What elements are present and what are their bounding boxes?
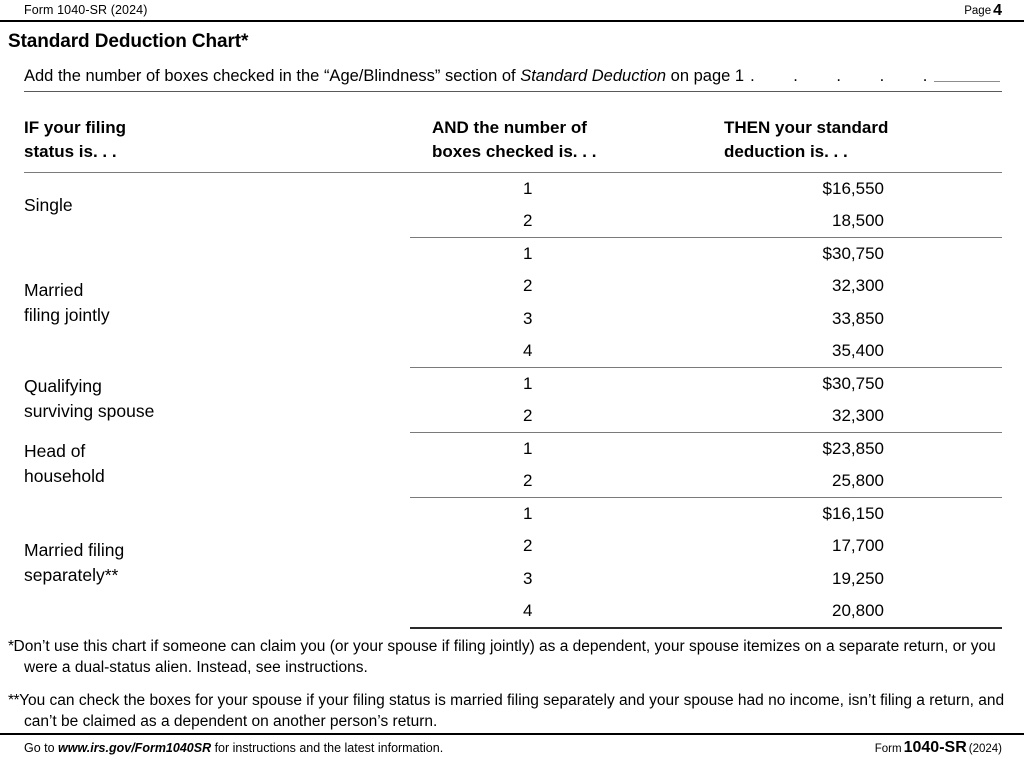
boxes-checked-value: 4 — [410, 335, 632, 368]
filing-status-label — [24, 238, 410, 368]
table-row — [24, 238, 1002, 271]
filing-status-line1: Married — [24, 279, 84, 300]
form-identifier: Form 1040-SR (2024) — [24, 3, 148, 17]
table-row — [24, 368, 1002, 401]
standard-deduction-amount: 17,700 — [832, 536, 884, 556]
filing-status-label — [24, 173, 410, 238]
standard-deduction-amount: 20,800 — [632, 595, 1002, 628]
boxes-checked-value: 2 — [410, 465, 632, 498]
instruction-text-italic: Standard Deduction — [520, 67, 667, 85]
footer-form-identifier — [875, 739, 1002, 758]
boxes-checked-value: 1 — [523, 504, 533, 523]
footnote-marker: * — [8, 638, 14, 655]
standard-deduction-amount: $30,750 — [822, 244, 884, 263]
page-footer — [0, 733, 1024, 758]
standard-deduction-amount: 19,250 — [832, 568, 884, 588]
instruction-text — [24, 66, 944, 86]
boxes-checked-value: 3 — [523, 568, 533, 588]
boxes-checked-value: 1 — [523, 374, 533, 393]
footnote-text: You can check the boxes for your spouse if your filing status is married filing separately and your spouse had no income, isn’t filing a return, and can’t be claimed as a dependent on another person’s return. — [19, 692, 1005, 730]
standard-deduction-amount: 35,400 — [632, 335, 1002, 368]
footnote — [8, 690, 1016, 732]
table-row — [24, 173, 1002, 206]
standard-deduction-amount: $16,550 — [822, 179, 884, 198]
footnote-text: Don’t use this chart if someone can claim you (or your spouse if filing jointly) as a dependent, your spouse itemizes on a separate return, or you were a dual-status alien. Instead, see instructions. — [13, 638, 996, 676]
boxes-checked-value: 1 — [523, 439, 533, 458]
instruction-text-part1: Add the number of boxes checked in the “Age/Blindness” section of — [24, 67, 521, 85]
filing-status-line1: Married filing — [24, 539, 125, 560]
column-header-filing-status-line2: status is. . . — [24, 142, 117, 161]
table-head — [24, 112, 1002, 173]
column-header-standard-deduction-line2: deduction is. . . — [724, 142, 848, 161]
standard-deduction-amount: $16,150 — [822, 504, 884, 523]
boxes-checked-value: 1 — [523, 244, 533, 263]
column-header-standard-deduction — [632, 112, 1002, 173]
column-header-boxes-checked-line1: AND the number of — [432, 118, 587, 137]
irs-website-line — [24, 739, 443, 757]
filing-status-label — [24, 433, 410, 498]
boxes-checked-value: 2 — [410, 400, 632, 433]
filing-status-line2: separately** — [24, 564, 119, 585]
page-number-label — [964, 2, 1002, 20]
footer-form-number: 1040-SR — [903, 739, 967, 756]
page-title: Standard Deduction Chart* — [8, 31, 249, 52]
column-header-boxes-checked — [410, 112, 632, 173]
instruction-text-part2: on page 1 — [666, 67, 745, 85]
boxes-checked-value: 4 — [410, 595, 632, 628]
filing-status-line1: Single — [24, 194, 73, 215]
filing-status-line2: filing jointly — [24, 304, 110, 325]
boxes-checked-value: 1 — [523, 179, 533, 198]
go-to-prefix: Go to — [24, 741, 59, 755]
footer-form-year: (2024) — [968, 743, 1002, 755]
boxes-checked-value: 2 — [523, 536, 533, 556]
column-header-boxes-checked-line2: boxes checked is. . . — [432, 142, 597, 161]
filing-status-line1: Qualifying — [24, 375, 102, 396]
table-row — [24, 433, 1002, 466]
page-number-value: 4 — [993, 2, 1002, 19]
boxes-checked-value: 3 — [523, 308, 533, 328]
column-header-filing-status-line1: IF your filing — [24, 118, 126, 137]
filing-status-label — [24, 498, 410, 628]
boxes-checked-value: 2 — [410, 205, 632, 238]
standard-deduction-amount: $23,850 — [822, 439, 884, 458]
standard-deduction-amount: 32,300 — [632, 400, 1002, 433]
standard-deduction-amount: 18,500 — [632, 205, 1002, 238]
column-header-standard-deduction-line1: THEN your standard — [724, 118, 889, 137]
footnote — [8, 636, 1016, 678]
table-body — [24, 173, 1002, 628]
instruction-line — [24, 66, 1002, 92]
filing-status-label — [24, 368, 410, 433]
boxes-checked-answer-blank[interactable] — [934, 81, 1000, 82]
footnotes-block — [8, 636, 1016, 744]
filing-status-line2: surviving spouse — [24, 400, 155, 421]
leader-dots: . . . . . — [750, 67, 945, 85]
table-header-row — [24, 112, 1002, 173]
boxes-checked-value: 2 — [523, 276, 533, 296]
page-header — [0, 0, 1024, 22]
standard-deduction-chart-table — [24, 112, 1002, 629]
footer-form-word: Form — [874, 743, 902, 755]
standard-deduction-amount: 25,800 — [632, 465, 1002, 498]
filing-status-line2: household — [24, 465, 105, 486]
standard-deduction-amount: $30,750 — [822, 374, 884, 393]
irs-url[interactable]: www.irs.gov/Form1040SR — [58, 741, 212, 755]
standard-deduction-amount: 32,300 — [832, 276, 884, 296]
go-to-suffix: for instructions and the latest information. — [211, 741, 444, 755]
standard-deduction-amount: 33,850 — [832, 308, 884, 328]
filing-status-line1: Head of — [24, 440, 86, 461]
column-header-filing-status — [24, 112, 410, 173]
page-word: Page — [964, 5, 992, 17]
table-row — [24, 498, 1002, 531]
footnote-marker: ** — [8, 692, 20, 709]
